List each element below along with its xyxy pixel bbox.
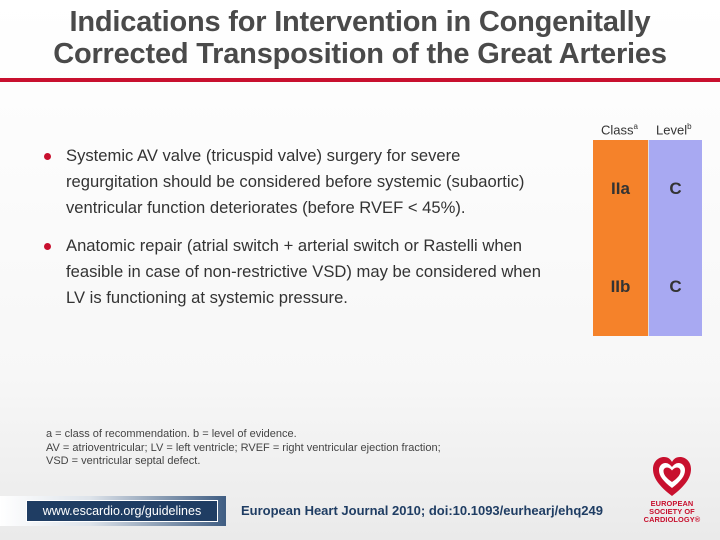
title-line-2: Corrected Transposition of the Great Arteries [53, 38, 667, 70]
logo-text: SOCIETY OF [649, 507, 695, 516]
class-cell: IIa [611, 179, 630, 198]
logo-text: EUROPEAN [650, 499, 694, 508]
heart-icon [651, 454, 693, 500]
esc-logo [637, 454, 707, 534]
recommendation-item [44, 233, 554, 311]
class-header-label: Class [601, 122, 634, 138]
guidelines-url: www.escardio.org/guidelines [42, 504, 202, 518]
journal-citation: European Heart Journal 2010; doi:10.1093/eurhearj/ehq249 [241, 503, 603, 518]
level-header-sup: b [687, 122, 692, 131]
class-header-sup: a [633, 122, 638, 131]
title-line-1: Indications for Intervention in Congenitally [69, 6, 651, 38]
bullet-icon [44, 153, 51, 160]
recommendation-text: Anatomic repair (atrial switch + arterial switch or Rastelli when feasible in case of non-restrictive VSD) may be considered when LV is functioning at systemic pressure. [66, 236, 541, 307]
level-column [649, 140, 702, 336]
bullet-icon [44, 243, 51, 250]
class-header [601, 122, 638, 137]
level-cell: C [669, 179, 682, 198]
slide-title [0, 6, 720, 70]
level-cell: C [669, 277, 682, 296]
guidelines-link-banner [0, 496, 226, 526]
footnote-line: a = class of recommendation. b = level of evidence. [46, 428, 297, 440]
guidelines-link[interactable] [26, 500, 218, 522]
recommendation-item [44, 143, 554, 221]
footnote-line: VSD = ventricular septal defect. [46, 455, 201, 467]
recommendation-list [44, 143, 554, 323]
level-header-label: Level [656, 122, 688, 138]
class-cell: IIb [610, 277, 631, 296]
footnotes [46, 428, 606, 469]
title-divider [0, 78, 720, 82]
footnote-line: AV = atrioventricular; LV = left ventricle; RVEF = right ventricular ejection fraction; [46, 441, 441, 454]
class-column [593, 140, 649, 336]
level-header [656, 122, 692, 137]
logo-text: CARDIOLOGY® [643, 515, 701, 524]
recommendation-text: Systemic AV valve (tricuspid valve) surgery for severe regurgitation should be considered before systemic (subaortic) ventricular function deteriorates (before RVEF < 45%). [66, 146, 525, 217]
